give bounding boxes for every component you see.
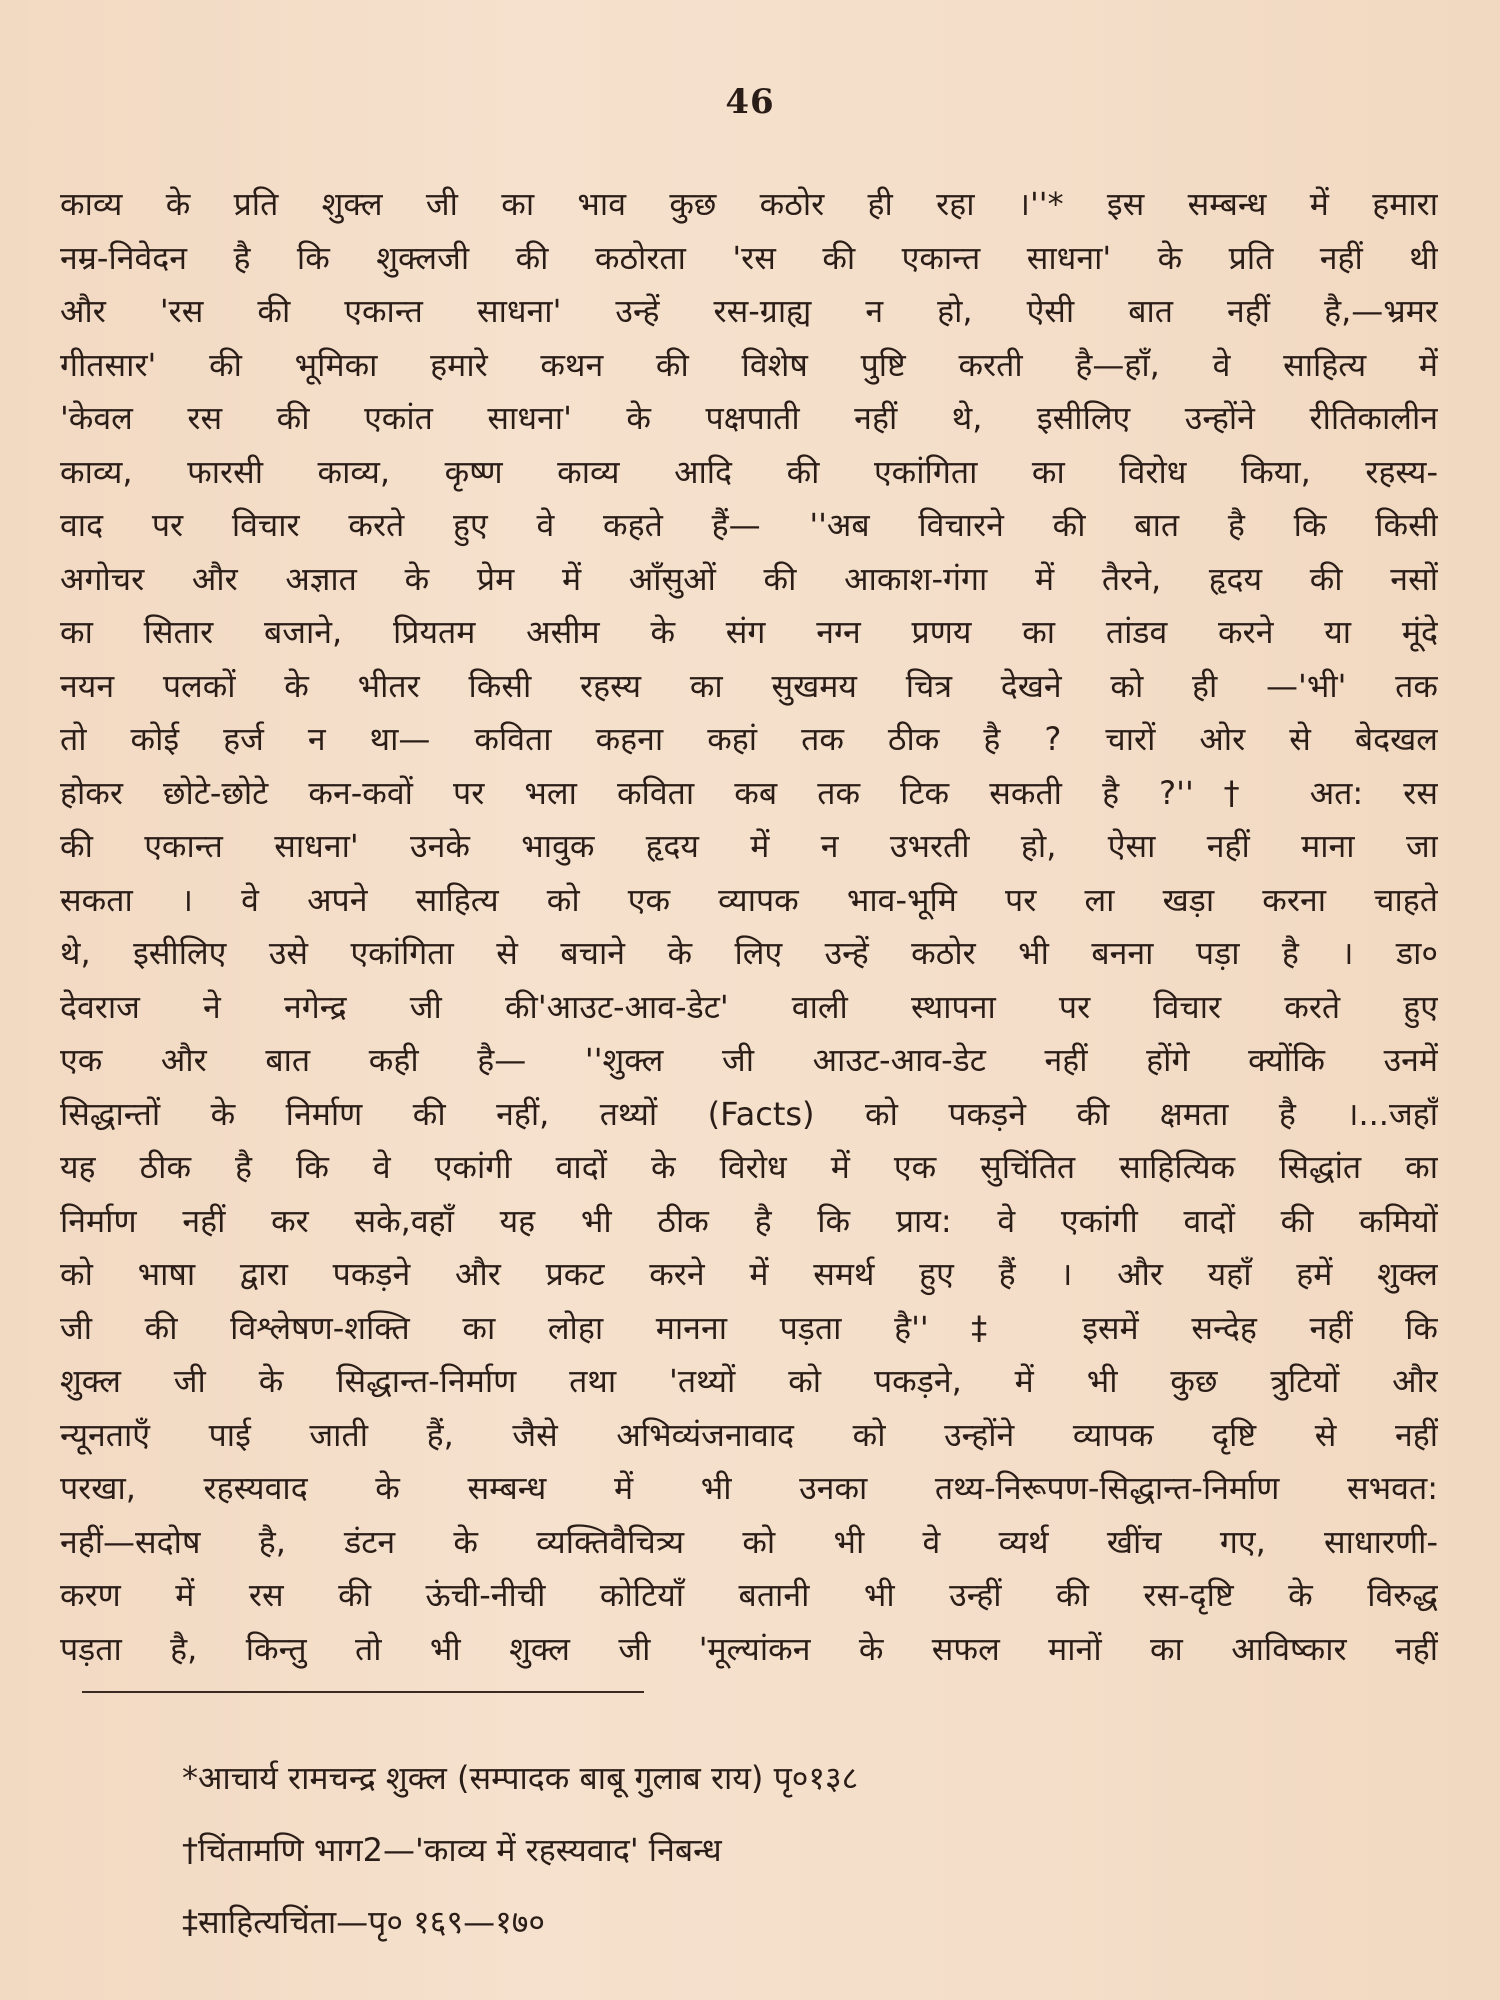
text-line: नयन पलकों के भीतर किसी रहस्य का सुखमय चित्र देखने को ही —'भी' तक [60, 666, 1438, 705]
text-line: न्यूनताएँ पाई जाती हैं, जैसे अभिव्यंजनावाद को उन्होंने व्यापक दृष्टि से नहीं [60, 1415, 1438, 1454]
text-line: सिद्धान्तों के निर्माण की नहीं, तथ्यों (Facts) को पकड़ने की क्षमता है ।...जहाँ [60, 1094, 1438, 1133]
text-line: होकर छोटे-छोटे कन-कवों पर भला कविता कब तक टिक सकती है ?''† अत: रस [60, 773, 1438, 812]
text-line: देवराज ने नगेन्द्र जी की'आउट-आव-डेट' वाली स्थापना पर विचार करते हुए [60, 987, 1438, 1026]
text-line: गीतसार' की भूमिका हमारे कथन की विशेष पुष्टि करती है—हाँ, वे साहित्य में [60, 345, 1438, 384]
text-line: करण में रस की ऊंची-नीची कोटियाँ बतानी भी उन्हीं की रस-दृष्टि के विरुद्ध [60, 1576, 1438, 1614]
text-line: काव्य, फारसी काव्य, कृष्ण काव्य आदि की एकांगिता का विरोध किया, रहस्य- [60, 452, 1438, 491]
text-line: निर्माण नहीं कर सके,वहाँ यह भी ठीक है कि प्राय: वे एकांगी वादों की कमियों [60, 1201, 1438, 1240]
text-line: वाद पर विचार करते हुए वे कहते हैं— ''अब विचारने की बात है कि किसी [60, 506, 1438, 544]
text-line: और 'रस की एकान्त साधना' उन्हें रस-ग्राह्य न हो, ऐसी बात नहीं है,—भ्रमर [60, 292, 1438, 330]
text-line: एक और बात कही है— ''शुक्ल जी आउट-आव-डेट नहीं होंगे क्योंकि उनमें [60, 1041, 1438, 1079]
text-line: जी की विश्लेषण-शक्ति का लोहा मानना पड़ता है''‡ इसमें सन्देह नहीं कि [60, 1308, 1438, 1347]
text-line: पड़ता है, किन्तु तो भी शुक्ल जी 'मूल्यांकन के सफल मानों का आविष्कार नहीं [60, 1629, 1438, 1668]
body-text [60, 178, 1438, 1676]
footnote: *आचार्य रामचन्द्र शुक्ल (सम्पादक बाबू गुलाब राय) पृ०१३८ [182, 1759, 859, 1797]
text-line: की एकान्त साधना' उनके भावुक हृदय में न उभरती हो, ऐसा नहीं माना जा [60, 827, 1438, 865]
text-line: सकता । वे अपने साहित्य को एक व्यापक भाव-भूमि पर ला खड़ा करना चाहते [60, 880, 1438, 919]
text-line: 'केवल रस की एकांत साधना' के पक्षपाती नहीं थे, इसीलिए उन्होंने रीतिकालीन [60, 399, 1438, 437]
footnotes [182, 1742, 1362, 1958]
text-line: को भाषा द्वारा पकड़ने और प्रकट करने में समर्थ हुए हैं । और यहाँ हमें शुक्ल [60, 1255, 1438, 1293]
text-line: यह ठीक है कि वे एकांगी वादों के विरोध में एक सुचिंतित साहित्यिक सिद्धांत का [60, 1148, 1438, 1186]
text-line: अगोचर और अज्ञात के प्रेम में आँसुओं की आकाश-गंगा में तैरने, हृदय की नसों [60, 559, 1438, 598]
footnote: †चिंतामणि भाग2—'काव्य में रहस्यवाद' निबन्ध [182, 1831, 722, 1869]
text-line: थे, इसीलिए उसे एकांगिता से बचाने के लिए उन्हें कठोर भी बनना पड़ा है । डा० [60, 934, 1438, 972]
text-line: परखा, रहस्यवाद के सम्बन्ध में भी उनका तथ्य-निरूपण-सिद्धान्त-निर्माण सभवत: [60, 1469, 1438, 1507]
footnote: ‡साहित्यचिंता—पृ० १६९—१७० [182, 1903, 546, 1941]
text-line: नहीं—सदोष है, डंटन के व्यक्तिवैचित्र्य को भी वे व्यर्थ खींच गए, साधारणी- [60, 1522, 1438, 1561]
text-line: तो कोई हर्ज न था— कविता कहना कहां तक ठीक है ? चारों ओर से बेदखल [60, 720, 1438, 758]
text-line: काव्य के प्रति शुक्ल जी का भाव कुछ कठोर ही रहा ।''* इस सम्बन्ध में हमारा [60, 185, 1438, 223]
page-number: 46 [725, 82, 775, 122]
text-line: शुक्ल जी के सिद्धान्त-निर्माण तथा 'तथ्यों को पकड़ने, में भी कुछ त्रुटियों और [60, 1362, 1438, 1400]
text-line: नम्र-निवेदन है कि शुक्लजी की कठोरता 'रस की एकान्त साधना' के प्रति नहीं थी [60, 238, 1438, 277]
text-line: का सितार बजाने, प्रियतम असीम के संग नग्न प्रणय का तांडव करने या मूंदे [60, 613, 1438, 651]
footnote-divider [82, 1691, 644, 1693]
